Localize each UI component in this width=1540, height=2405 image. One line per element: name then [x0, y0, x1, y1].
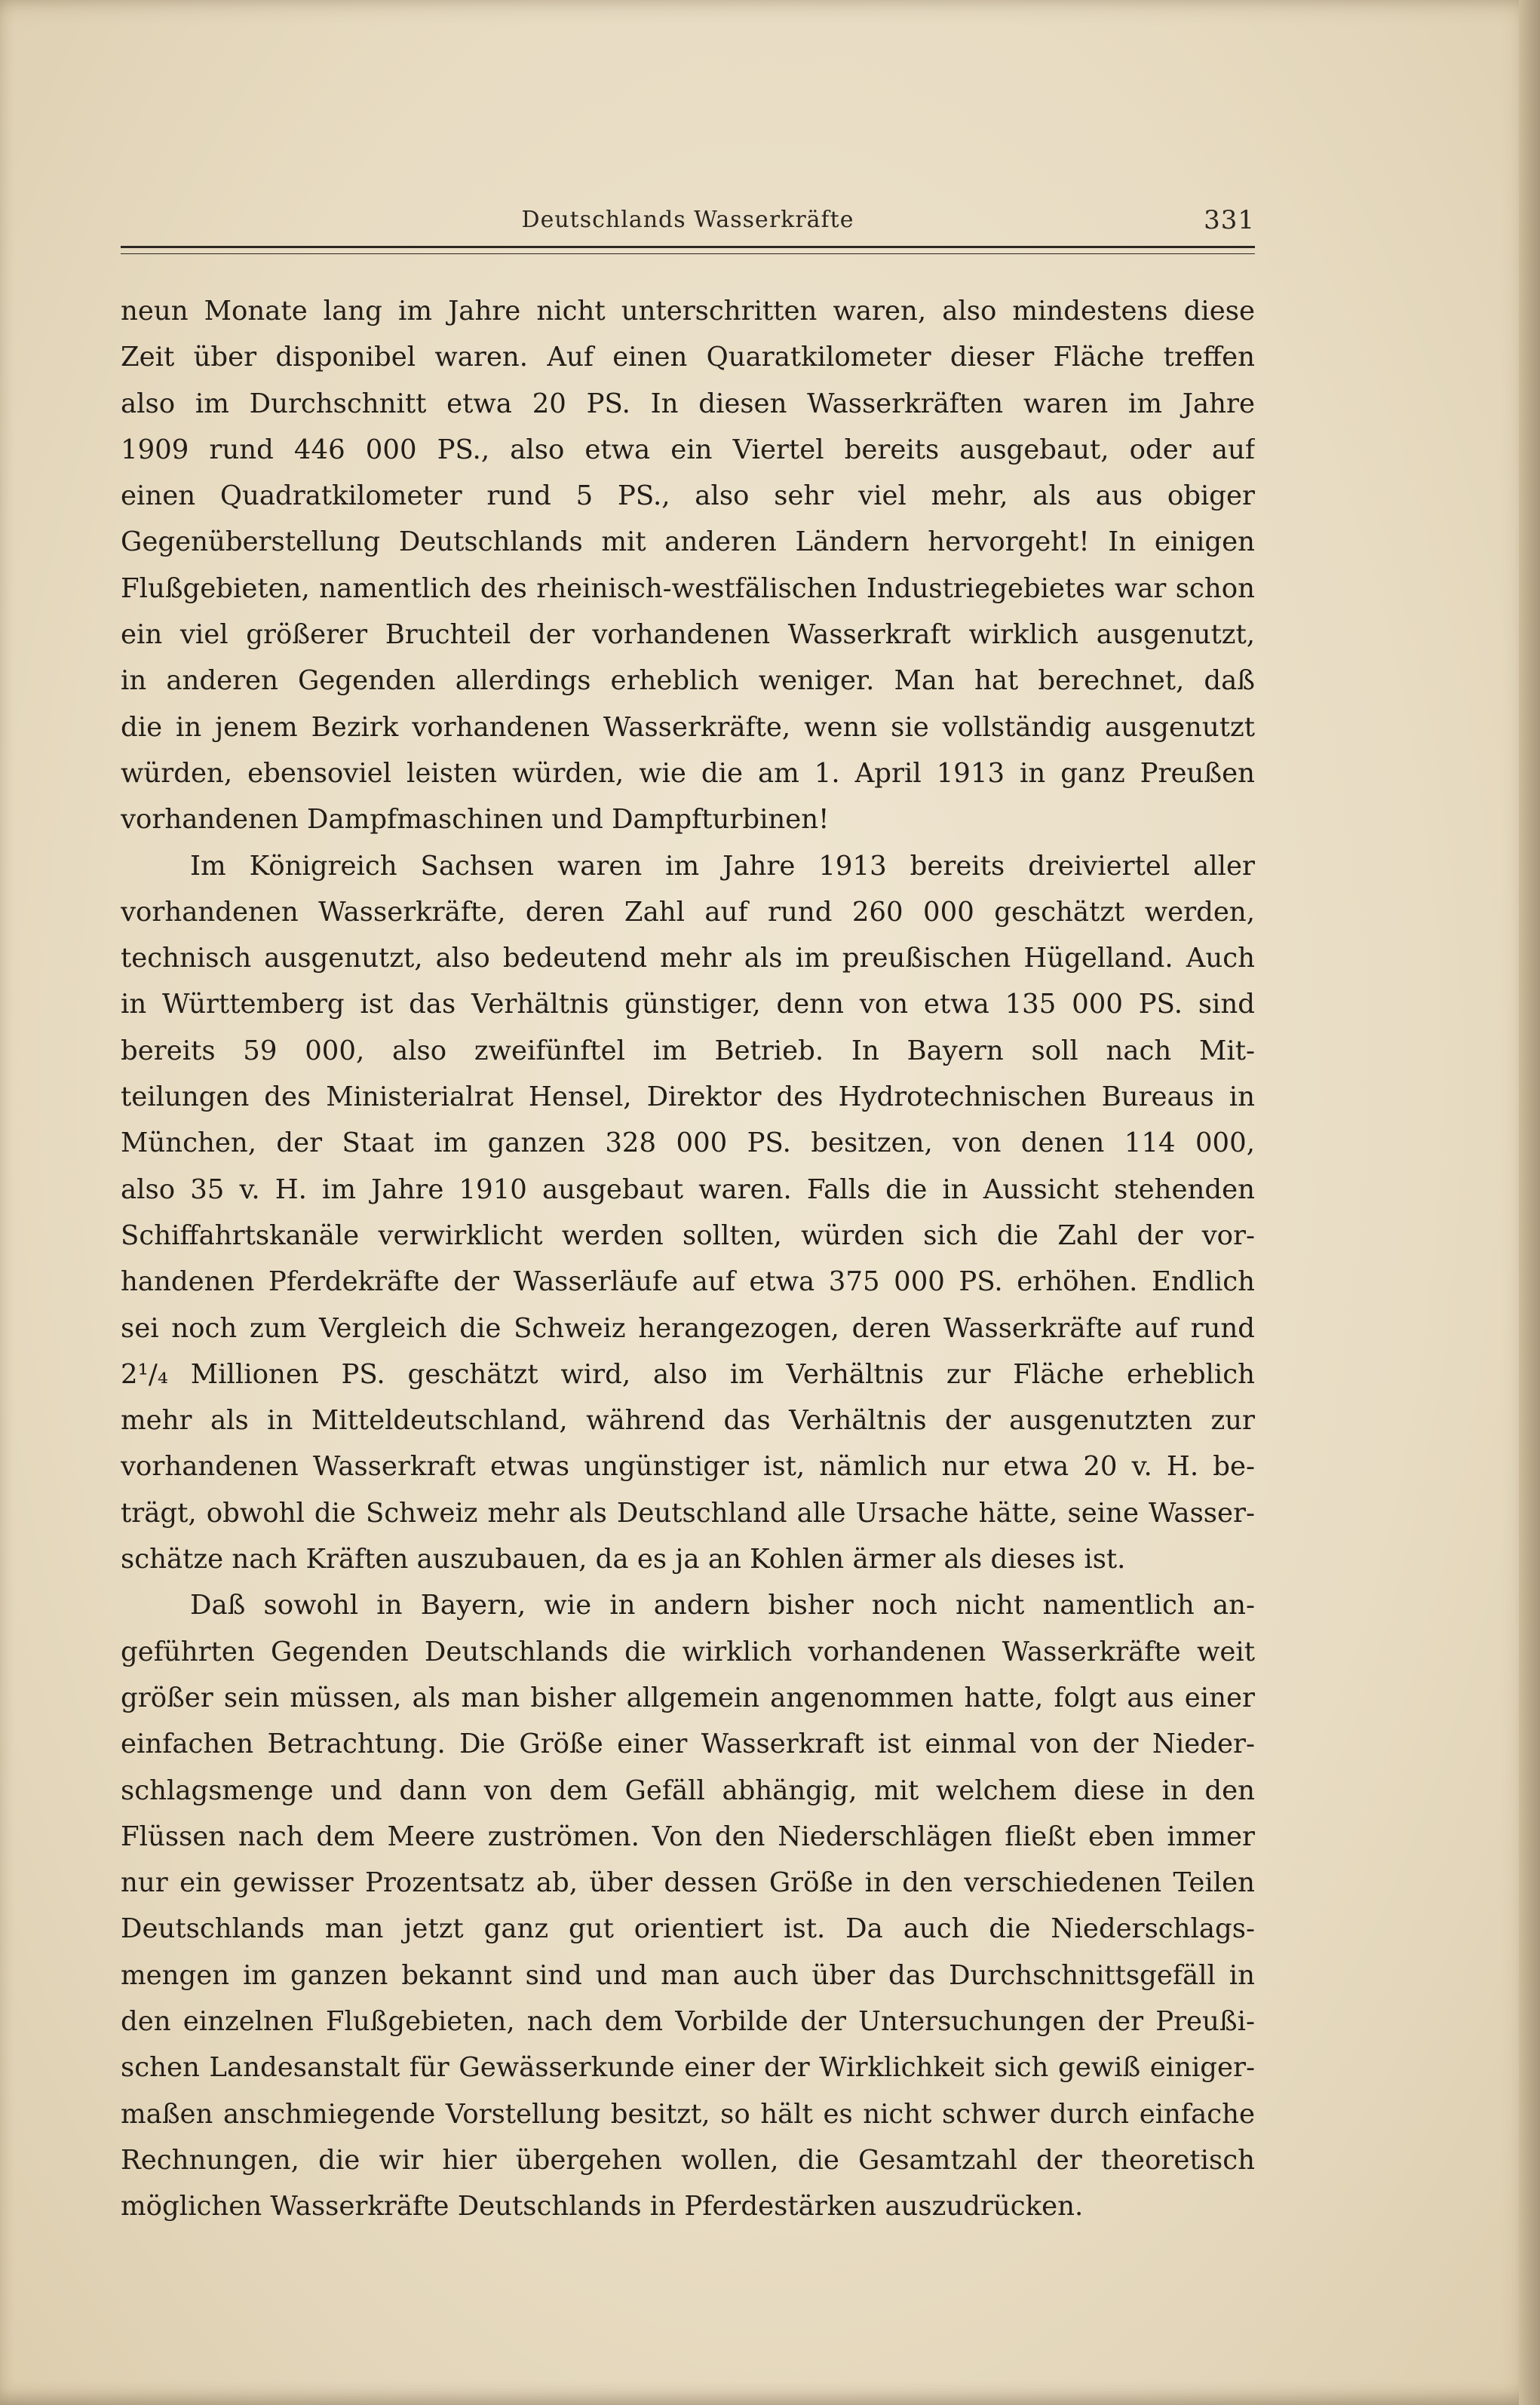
text-line: trägt, obwohl die Schweiz mehr als Deutschland alle Ursache hätte, seine Wasser-	[121, 1497, 1255, 1529]
text-line: Zeit über disponibel waren. Auf einen Quaratkilometer dieser Fläche treffen	[121, 342, 1255, 373]
text-line: die in jenem Bezirk vorhandenen Wasserkräfte, wenn sie vollständig ausgenutzt	[121, 711, 1255, 743]
text-line: ein viel größerer Bruchteil der vorhandenen Wasserkraft wirklich ausgenutzt,	[121, 619, 1255, 651]
text-line: München, der Staat im ganzen 328 000 PS. besitzen, von denen 114 000,	[121, 1127, 1255, 1159]
header-rule	[121, 246, 1255, 254]
text-line: Deutschlands man jetzt ganz gut orientiert ist. Da auch die Niederschlags-	[121, 1913, 1255, 1945]
text-line: schen Landesanstalt für Gewässerkunde einer der Wirklichkeit sich gewiß einiger-	[121, 2052, 1255, 2084]
text-line: schlagsmenge und dann von dem Gefäll abhängig, mit welchem diese in den	[121, 1775, 1255, 1806]
text-line: den einzelnen Flußgebieten, nach dem Vorbilde der Untersuchungen der Preußi-	[121, 2005, 1255, 2037]
text-line: 1909 rund 446 000 PS., also etwa ein Viertel bereits ausgebaut, oder auf	[121, 434, 1255, 465]
text-line: also im Durchschnitt etwa 20 PS. In diesen Wasserkräften waren im Jahre	[121, 388, 1255, 419]
paragraph-2	[121, 843, 1255, 1583]
paragraph-1	[121, 288, 1255, 843]
text-line: maßen anschmiegende Vorstellung besitzt, so hält es nicht schwer durch einfache	[121, 2098, 1255, 2130]
text-line: mehr als in Mitteldeutschland, während das Verhältnis der ausgenutzten zur	[121, 1405, 1255, 1437]
text-line: Gegenüberstellung Deutschlands mit anderen Ländern hervorgeht! In einigen	[121, 526, 1255, 558]
text-line: Im Königreich Sachsen waren im Jahre 1913 bereits dreiviertel aller	[190, 850, 1255, 882]
text-line: teilungen des Ministerialrat Hensel, Direktor des Hydrotechnischen Bureaus in	[121, 1081, 1255, 1113]
page-header	[121, 202, 1255, 238]
text-line: größer sein müssen, als man bisher allgemein angenommen hatte, folgt aus einer	[121, 1682, 1255, 1713]
text-line: einen Quadratkilometer rund 5 PS., also sehr viel mehr, als aus obiger	[121, 480, 1255, 512]
text-line: bereits 59 000, also zweifünftel im Betrieb. In Bayern soll nach Mit-	[121, 1035, 1255, 1066]
text-line: Rechnungen, die wir hier übergehen wollen, die Gesamtzahl der theoretisch	[121, 2144, 1255, 2176]
text-line: nur ein gewisser Prozentsatz ab, über dessen Größe in den verschiedenen Teilen	[121, 1867, 1255, 1899]
paragraph-3	[121, 1582, 1255, 2229]
text-line: geführten Gegenden Deutschlands die wirklich vorhandenen Wasserkräfte weit	[121, 1636, 1255, 1667]
text-line: mengen im ganzen bekannt sind und man auch über das Durchschnittsgefäll in	[121, 1959, 1255, 1991]
text-line: Daß sowohl in Bayern, wie in andern bisher noch nicht namentlich an-	[190, 1590, 1255, 1621]
text-line: also 35 v. H. im Jahre 1910 ausgebaut waren. Falls die in Aussicht stehenden	[121, 1173, 1255, 1205]
text-line: möglichen Wasserkräfte Deutschlands in Pferdestärken auszudrücken.	[121, 2191, 1084, 2222]
text-line: vorhandenen Wasserkräfte, deren Zahl auf rund 260 000 geschätzt werden,	[121, 896, 1255, 928]
text-line: Flußgebieten, namentlich des rheinisch-westfälischen Industriegebietes war schon	[121, 572, 1255, 604]
page-edge-shadow	[1519, 0, 1540, 2405]
text-line: Flüssen nach dem Meere zuströmen. Von den Niederschlägen fließt eben immer	[121, 1821, 1255, 1852]
text-line: handenen Pferdekräfte der Wasserläufe auf etwa 375 000 PS. erhöhen. Endlich	[121, 1266, 1255, 1298]
text-line: in anderen Gegenden allerdings erheblich weniger. Man hat berechnet, daß	[121, 665, 1255, 697]
text-line: vorhandenen Dampfmaschinen und Dampfturbinen!	[121, 804, 830, 836]
text-line: schätze nach Kräften auszubauen, da es ja an Kohlen ärmer als dieses ist.	[121, 1544, 1126, 1575]
page-number: 331	[1204, 205, 1255, 235]
text-line: 2¹/₄ Millionen PS. geschätzt wird, also im Verhältnis zur Fläche erheblich	[121, 1358, 1255, 1390]
text-line: würden, ebensoviel leisten würden, wie die am 1. April 1913 in ganz Preußen	[121, 757, 1255, 789]
running-title: Deutschlands Wasserkräfte	[521, 207, 854, 233]
text-line: einfachen Betrachtung. Die Größe einer Wasserkraft ist einmal von der Nieder-	[121, 1729, 1255, 1760]
text-line: Schiffahrtskanäle verwirklicht werden sollten, würden sich die Zahl der vor-	[121, 1219, 1255, 1251]
text-line: vorhandenen Wasserkraft etwas ungünstiger ist, nämlich nur etwa 20 v. H. be-	[121, 1451, 1255, 1483]
text-line: sei noch zum Vergleich die Schweiz herangezogen, deren Wasserkräfte auf rund	[121, 1312, 1255, 1344]
text-line: technisch ausgenutzt, also bedeutend mehr als im preußischen Hügelland. Auch	[121, 943, 1255, 974]
text-line: neun Monate lang im Jahre nicht unterschritten waren, also mindestens diese	[121, 296, 1255, 327]
text-line: in Württemberg ist das Verhältnis günstiger, denn von etwa 135 000 PS. sind	[121, 989, 1255, 1020]
body-text	[121, 288, 1255, 2229]
